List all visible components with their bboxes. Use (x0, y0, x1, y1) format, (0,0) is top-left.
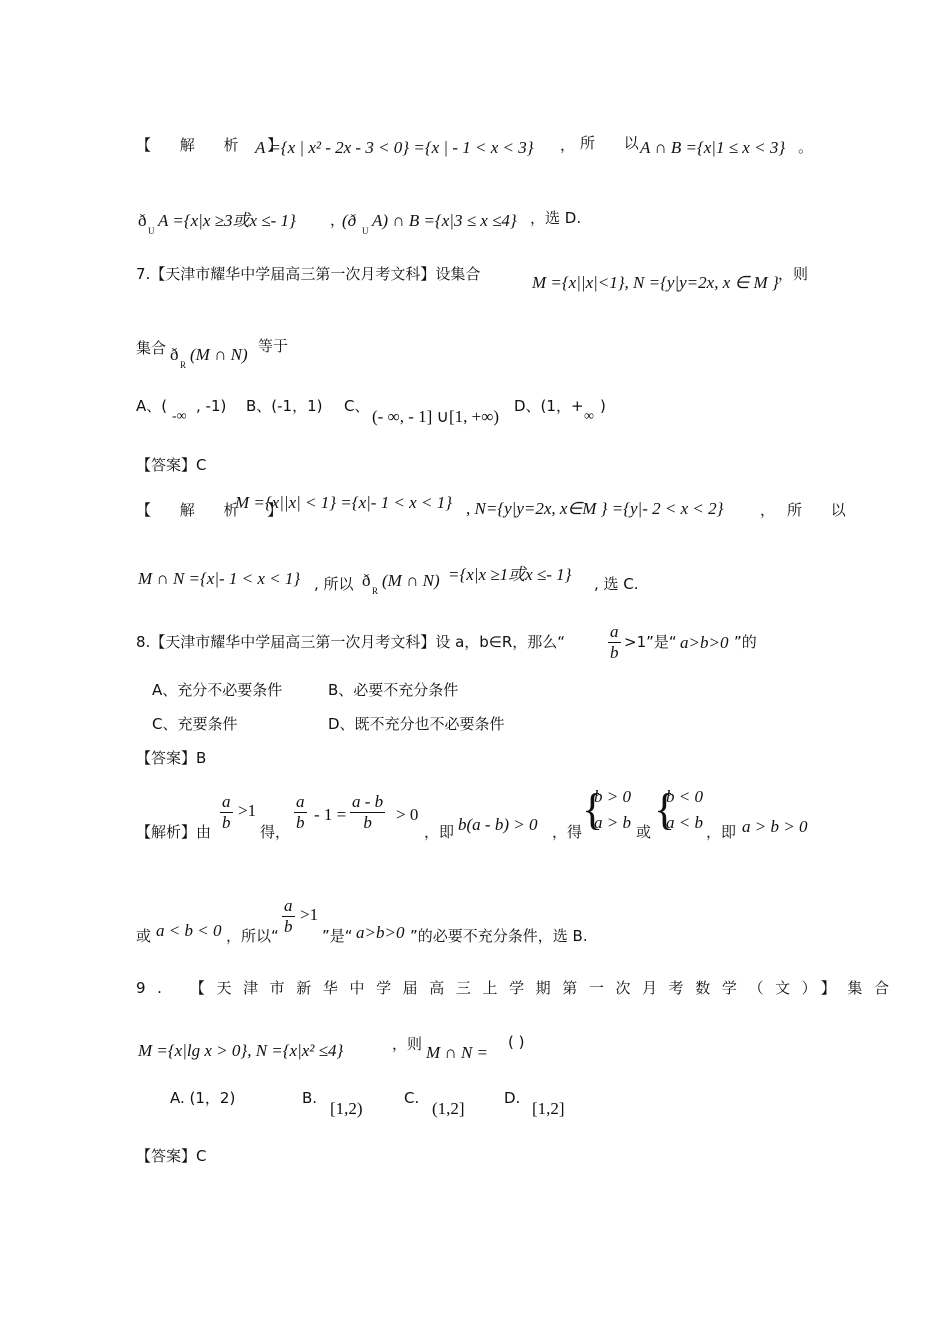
answer: 【答案】B (136, 749, 207, 767)
option-d-value: [1,2] (532, 1099, 565, 1118)
question-stem: 9. 【天津市新华中学届高三上学期第一次月考数学（文）】集合 (136, 979, 901, 997)
m-intersect-n: (M ∩ N) (190, 345, 248, 364)
solution-label: 【解析】由 (136, 823, 212, 841)
denominator: b (363, 813, 372, 832)
option-a-inf: -∞ (172, 409, 187, 424)
q9-stem2 (0, 1034, 950, 1074)
complement-subscript: U (148, 226, 155, 236)
case-2-line1: b < 0 (666, 787, 703, 806)
inequality: b(a - b) > 0 (458, 815, 538, 834)
q7-options (0, 394, 950, 434)
complement-symbol: ð (170, 345, 179, 364)
q9-options (0, 1088, 950, 1128)
q9-answer (0, 1146, 950, 1186)
denominator: b (222, 813, 231, 832)
set-m-n: M ={x||x|<1}, N ={y|y=2x, x ∈ M } (532, 273, 779, 292)
complement-a-intersect-b: A) ∩ B ={x|3 ≤ x ≤4} (372, 211, 517, 230)
numerator: a (610, 622, 619, 641)
option-a: A、充分不必要条件 (152, 681, 283, 699)
option-a-open: A、( (136, 397, 168, 415)
option-d: D、既不充分也不必要条件 (328, 715, 505, 733)
equals-text: 等于 (258, 337, 289, 355)
m-intersect-n: M ∩ N = (426, 1043, 488, 1062)
set-a-definition: A ={x | x² - 2x - 3 < 0} ={x | - 1 < x < 3} (255, 138, 534, 157)
case-2 (666, 784, 703, 836)
complement-symbol: ð (138, 211, 147, 230)
option-c-value: (- ∞, - 1] ∪[1, +∞) (372, 407, 499, 426)
solution-label: 【 解 析 】 (136, 501, 295, 519)
q8-stem (0, 624, 950, 674)
q8-answer (0, 748, 950, 788)
case-2-line2: a < b (666, 813, 703, 832)
comma: ， (560, 136, 576, 154)
complement-a: A ={x|x ≥3或x ≤- 1} (158, 211, 296, 230)
q7-solution-line2 (0, 566, 950, 606)
option-c-label: C. (404, 1089, 420, 1107)
fraction-a-b (282, 896, 295, 937)
option-a-close: , -1) (196, 397, 227, 415)
q8-solution-line2 (0, 896, 950, 956)
solution-label: 【 解 析 】 (136, 136, 295, 154)
option-b-label: B. (302, 1089, 318, 1107)
minus-one: - 1 = (314, 805, 347, 824)
numerator: a (296, 792, 305, 811)
or-text: 或 (636, 823, 652, 841)
condition: a>b>0 (356, 923, 405, 942)
result-1: a > b > 0 (742, 817, 808, 836)
complement-symbol: ð (362, 571, 371, 590)
answer: 【答案】C (136, 1147, 207, 1165)
left-brace: { (654, 785, 676, 834)
greater-than-one: >1 (300, 905, 319, 924)
choose-c: , 选 C. (594, 575, 639, 593)
then-text: ，则 (392, 1035, 423, 1053)
numerator: a (222, 792, 231, 811)
comma: ， (330, 211, 346, 229)
denominator: b (610, 643, 619, 662)
therefore-text: , 所以 (314, 575, 354, 593)
complement-a-intersect-b-open: (ð (342, 211, 357, 230)
sol6-line2 (0, 206, 950, 246)
complement-result: ={x|x ≥1或x ≤- 1} (448, 565, 572, 584)
q7-answer (0, 453, 950, 493)
fraction-a-minus-b (350, 792, 385, 833)
option-d-open: D、(1，+ (514, 397, 584, 415)
conclusion-text: ”的必要不充分条件，选 B. (410, 927, 588, 945)
option-d-inf: ∞ (584, 409, 594, 424)
q7-stem (0, 262, 950, 302)
a-intersect-b: A ∩ B ={x|1 ≤ x < 3} (640, 138, 786, 157)
therefore-text: ，所以“ (226, 927, 279, 945)
question-stem: 8.【天津市耀华中学届高三第一次月考文科】设 a，b∈R，那么“ (136, 633, 566, 651)
complement-subscript: U (362, 226, 369, 236)
or-text: 或 (136, 927, 152, 945)
q9-stem (0, 978, 950, 1018)
greater-than-zero: > 0 (396, 805, 419, 824)
option-b: B、必要不充分条件 (328, 681, 459, 699)
question-stem: 7.【天津市耀华中学届高三第一次月考文科】设集合 (136, 265, 481, 283)
m-intersect-n: (M ∩ N) (382, 571, 440, 590)
then-text: ，则 (778, 265, 809, 283)
option-a: A. (1，2) (170, 1089, 236, 1107)
denominator: b (296, 813, 305, 832)
option-c-label: C、 (344, 397, 370, 415)
stem-text: ”的 (734, 633, 757, 651)
get-text: ，得 (552, 823, 583, 841)
left-brace: { (582, 785, 604, 834)
case-1-line1: b > 0 (594, 787, 631, 806)
namely-text: ，即 (424, 823, 455, 841)
case-1-line2: a > b (594, 813, 631, 832)
option-d-close: ) (600, 397, 606, 415)
option-c-value: (1,2] (432, 1099, 465, 1118)
solution-set-n: , N={y|y=2x, x∈M } ={y|- 2 < x < 2} (466, 499, 724, 518)
fraction-a-b (608, 622, 621, 663)
condition: a>b>0 (680, 633, 729, 652)
namely-text: ，即 (706, 823, 737, 841)
q8-solution-line1 (0, 784, 950, 844)
stem-text: >1”是“ (624, 633, 677, 651)
numerator: a (284, 896, 293, 915)
result-2: a < b < 0 (156, 921, 222, 940)
option-c: C、充要条件 (152, 715, 238, 733)
fraction-a-b (220, 792, 233, 833)
period: 。 (798, 138, 814, 156)
therefore-text: ，所 以 (760, 501, 858, 519)
option-d-label: D. (504, 1089, 521, 1107)
numerator: a - b (352, 792, 384, 811)
m-intersect-n-result: M ∩ N ={x|- 1 < x < 1} (138, 569, 301, 588)
solution-set-m: M ={x||x| < 1} ={x|- 1 < x < 1} (235, 493, 452, 512)
sol6-line1 (0, 133, 950, 173)
therefore-text: 所 以 (580, 134, 651, 152)
answer: 【答案】C (136, 456, 207, 474)
answer-blank: ( ) (508, 1033, 525, 1051)
complement-subscript: R (372, 586, 379, 596)
set-text: 集合 (136, 339, 167, 357)
greater-than-one: >1 (238, 801, 257, 820)
denominator: b (284, 917, 293, 936)
case-1 (594, 784, 631, 836)
option-b-value: [1,2) (330, 1099, 363, 1118)
option-b: B、(-1，1) (246, 397, 323, 415)
fraction-a-b (294, 792, 307, 833)
q7-solution-line1 (0, 490, 950, 530)
get-text: 得， (260, 823, 291, 841)
choose-d: ，选 D. (530, 209, 582, 227)
q7-stem2 (0, 336, 950, 376)
set-m-n: M ={x|lg x > 0}, N ={x|x² ≤4} (138, 1041, 344, 1060)
is-text: ”是“ (322, 927, 353, 945)
complement-subscript: R (180, 360, 187, 370)
